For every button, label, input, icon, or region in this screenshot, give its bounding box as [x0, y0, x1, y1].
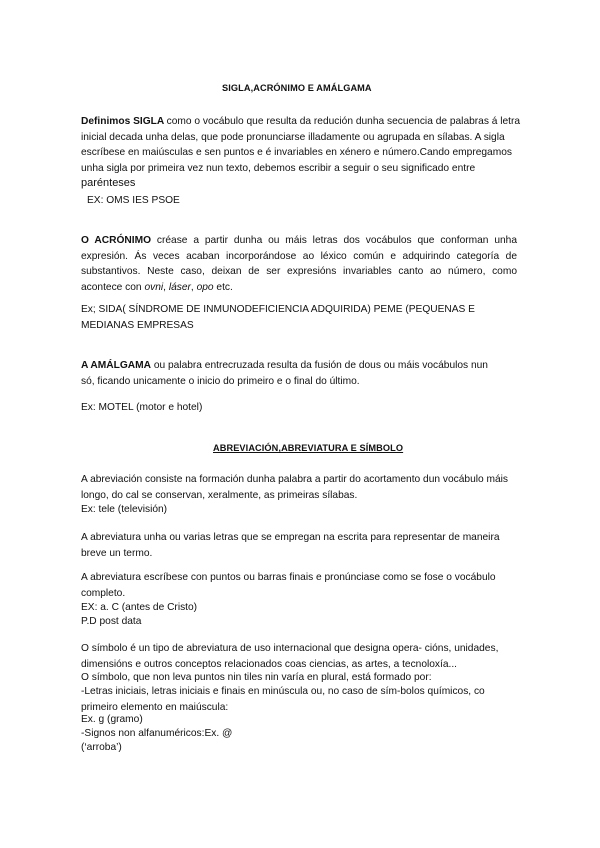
paragraph-simbolo-1: O símbolo é un tipo de abreviatura de uso internacional que designa opera- cións, unidades, dimensións e outros conceptos relacionados coas ciencias, as artes, a tecnoloxía... — [81, 643, 499, 670]
paragraph-amalgama — [81, 358, 501, 389]
example-abreviacion: Ex: tele (televisión) — [81, 504, 168, 515]
example-laser: láser — [168, 281, 191, 293]
paragraph-acronimo — [81, 233, 517, 295]
example-simbolo-1: Ex. g (gramo) — [81, 714, 143, 725]
separator: , — [163, 281, 169, 293]
sigla-last-word: parénteses — [81, 177, 136, 189]
example-abreviatura-2: P.D post data — [81, 616, 142, 627]
paragraph-abreviatura-1: A abreviatura unha ou varias letras que se empregan na escrita para representar de maneira breve un termo. — [81, 532, 500, 559]
example-opo: opo — [196, 281, 214, 293]
acronimo-end: etc. — [213, 281, 233, 293]
term-sigla: Definimos SIGLA — [81, 116, 167, 127]
amalgama-definition: ou palabra entrecruzada resulta da fusión de dous ou máis vocábulos nun só, ficando unicamente o inicio do primeiro e o final do último. — [81, 360, 488, 387]
separator: , — [190, 281, 197, 293]
example-simbolo-3: (‘arroba’) — [81, 742, 122, 753]
section-title-sigla: SIGLA,ACRÓNIMO E AMÁLGAMA — [222, 83, 372, 93]
example-abreviatura-1: EX: a. C (antes de Cristo) — [81, 602, 198, 613]
example-sigla: EX: OMS IES PSOE — [87, 195, 180, 206]
example-amalgama: Ex: MOTEL (motor e hotel) — [81, 402, 203, 413]
term-acronimo: O ACRÓNIMO — [81, 235, 152, 246]
paragraph-sigla — [81, 114, 521, 192]
example-acronimo: Ex; SIDA( SÍNDROME DE INMUNODEFICIENCIA ADQUIRIDA) PEME (PEQUENAS E MEDIANAS EMPRESAS — [81, 304, 475, 331]
sigla-definition: como o vocábulo que resulta da redución dunha secuencia de palabras á letra inicial decada unha delas, que pode pronunciarse illadamente ou agrupada en sílabas. A sigla escríbese en maiúsculas e sen puntos e é invariables en xénero e número.Cando empregamos unha sigla por primeira vez nun texto, debemos escribir a seguir o seu significado entre — [81, 116, 521, 174]
paragraph-abreviatura-2: A abreviatura escríbese con puntos ou barras finais e pronúnciase como se fose o vocábulo completo. — [81, 572, 496, 599]
example-ovni: ovni — [144, 281, 164, 293]
section-title-abreviacion: ABREVIACIÓN,ABREVIATURA E SÍMBOLO — [213, 443, 404, 453]
term-amalgama: A AMÁLGAMA — [81, 360, 151, 371]
acronimo-definition: créase a partir dunha ou máis letras dos vocábulos que conforman unha expresión. Ás veces acaban incorporándose ao léxico común e adquirindo categoría de substantivos. Neste caso, deixan de ser expresións invariables canto ao número, como acontece con — [81, 235, 517, 293]
paragraph-simbolo-3: -Letras iniciais, letras iniciais e finais en minúscula ou, no caso de sím-bolos químicos, co primeiro elemento en maiúscula: — [81, 686, 485, 713]
example-simbolo-2: -Signos non alfanuméricos:Ex. @ — [81, 728, 233, 739]
paragraph-abreviacion: A abreviación consiste na formación dunha palabra a partir do acortamento dun vocábulo máis longo, do cal se conservan, xeralmente, as primeiras sílabas. — [81, 474, 508, 501]
paragraph-simbolo-2: O símbolo, que non leva puntos nin tiles nin varía en plural, está formado por: — [81, 672, 432, 683]
